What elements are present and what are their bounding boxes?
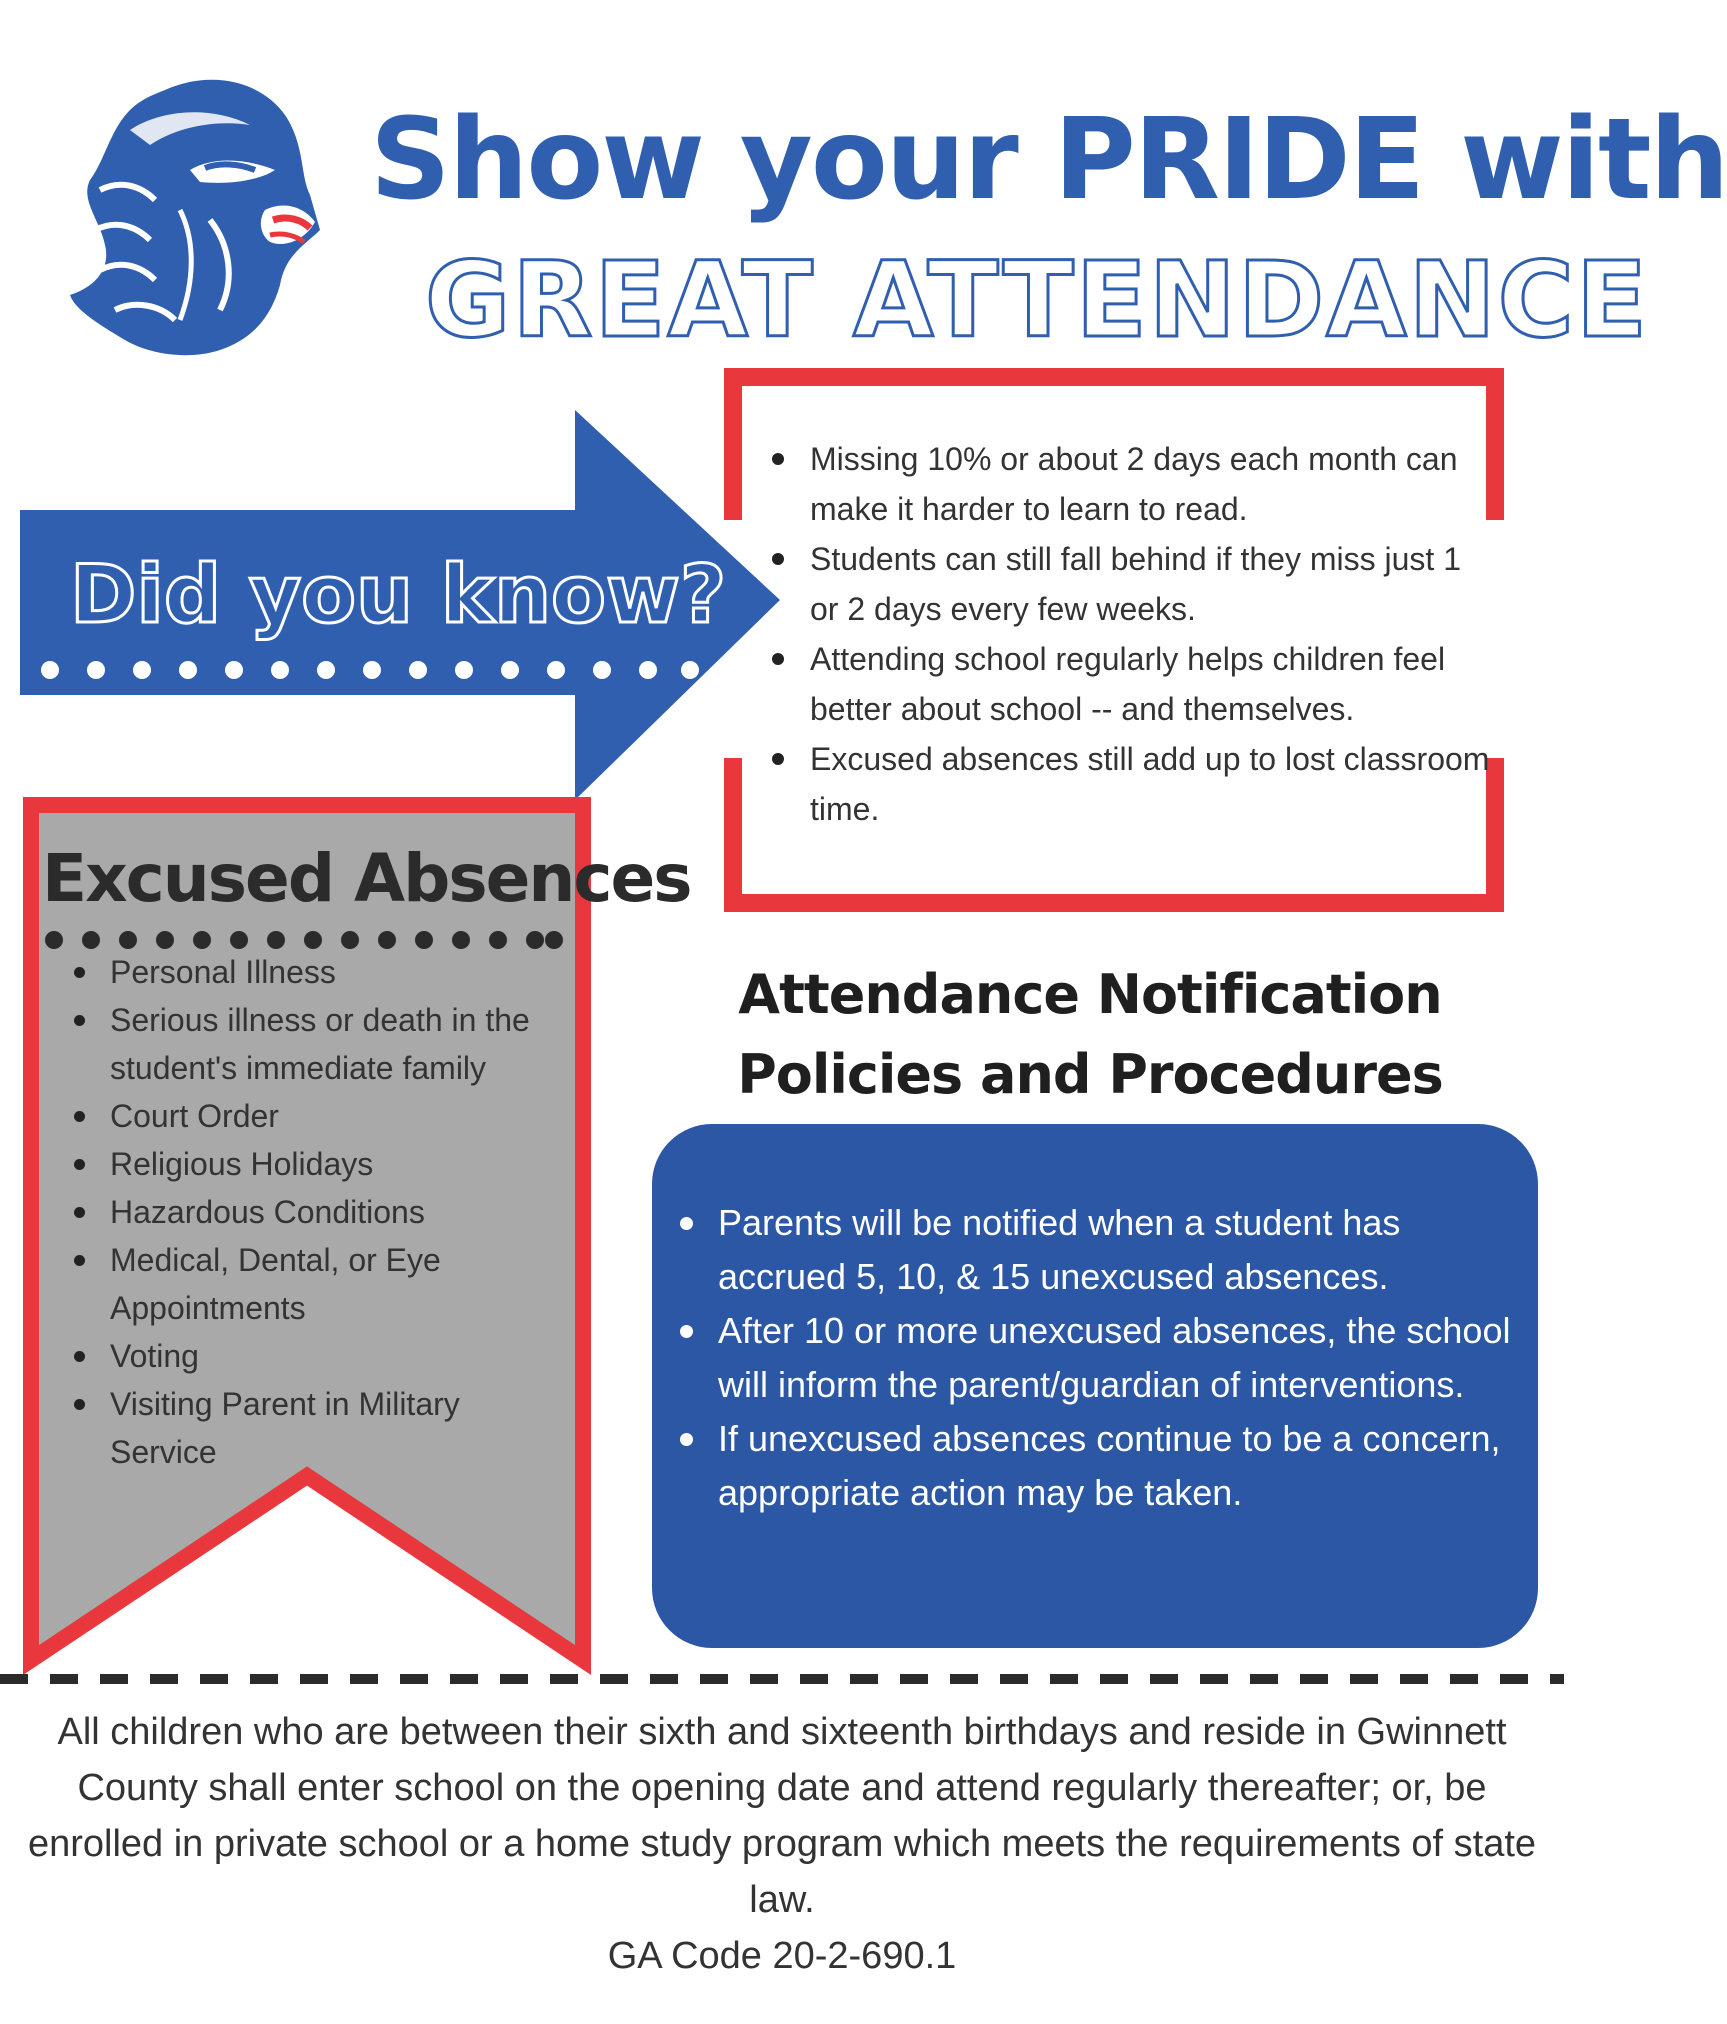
fact-item: Missing 10% or about 2 days each month can make it harder to learn to read.: [770, 434, 1490, 534]
did-you-know-label: Did you know?: [70, 548, 727, 641]
excused-item: Hazardous Conditions: [70, 1188, 570, 1236]
title-line2: GREAT ATTENDANCE: [425, 239, 1650, 361]
footer-text: All children who are between their sixth and sixteenth birthdays and reside in Gwinnett County shall enter school on the opening date and attend regularly thereafter; or, be enrolled in private school or a home study program which meets the requirements of state law.: [27, 1711, 1537, 1921]
excused-item: Religious Holidays: [70, 1140, 570, 1188]
excused-item: Voting: [70, 1332, 570, 1380]
notification-item: Parents will be notified when a student has accrued 5, 10, & 15 unexcused absences.: [676, 1196, 1526, 1304]
excused-item: Court Order: [70, 1092, 570, 1140]
footer-code: GA Code 20-2-690.1: [607, 1935, 957, 1977]
notification-title: [650, 955, 1530, 1115]
footer-divider: [0, 1674, 1564, 1684]
arrow-dotted-line: [40, 660, 700, 680]
notification-title-line1: Attendance Notification: [738, 963, 1442, 1026]
notification-item: If unexcused absences continue to be a concern, appropriate action may be taken.: [676, 1412, 1526, 1520]
title-line1: Show your PRIDE with: [370, 95, 1727, 225]
excused-item: Medical, Dental, or Eye Appointments: [70, 1236, 570, 1332]
notification-item: After 10 or more unexcused absences, the school will inform the parent/guardian of interventions.: [676, 1304, 1526, 1412]
fact-item: Excused absences still add up to lost classroom time.: [770, 734, 1490, 834]
fact-item: Students can still fall behind if they miss just 1 or 2 days every few weeks.: [770, 534, 1490, 634]
excused-absences-title: Excused Absences: [42, 840, 691, 917]
excused-item: Personal Illness: [70, 948, 570, 996]
excused-item: Serious illness or death in the student's immediate family: [70, 996, 570, 1092]
excused-absences-list: [70, 948, 570, 1476]
fact-item: Attending school regularly helps children feel better about school -- and themselves.: [770, 634, 1490, 734]
excused-item: Visiting Parent in Military Service: [70, 1380, 570, 1476]
lion-logo: [70, 70, 370, 370]
notification-title-line2: Policies and Procedures: [737, 1043, 1443, 1106]
facts-list: [770, 434, 1490, 834]
notification-list: [676, 1196, 1526, 1520]
